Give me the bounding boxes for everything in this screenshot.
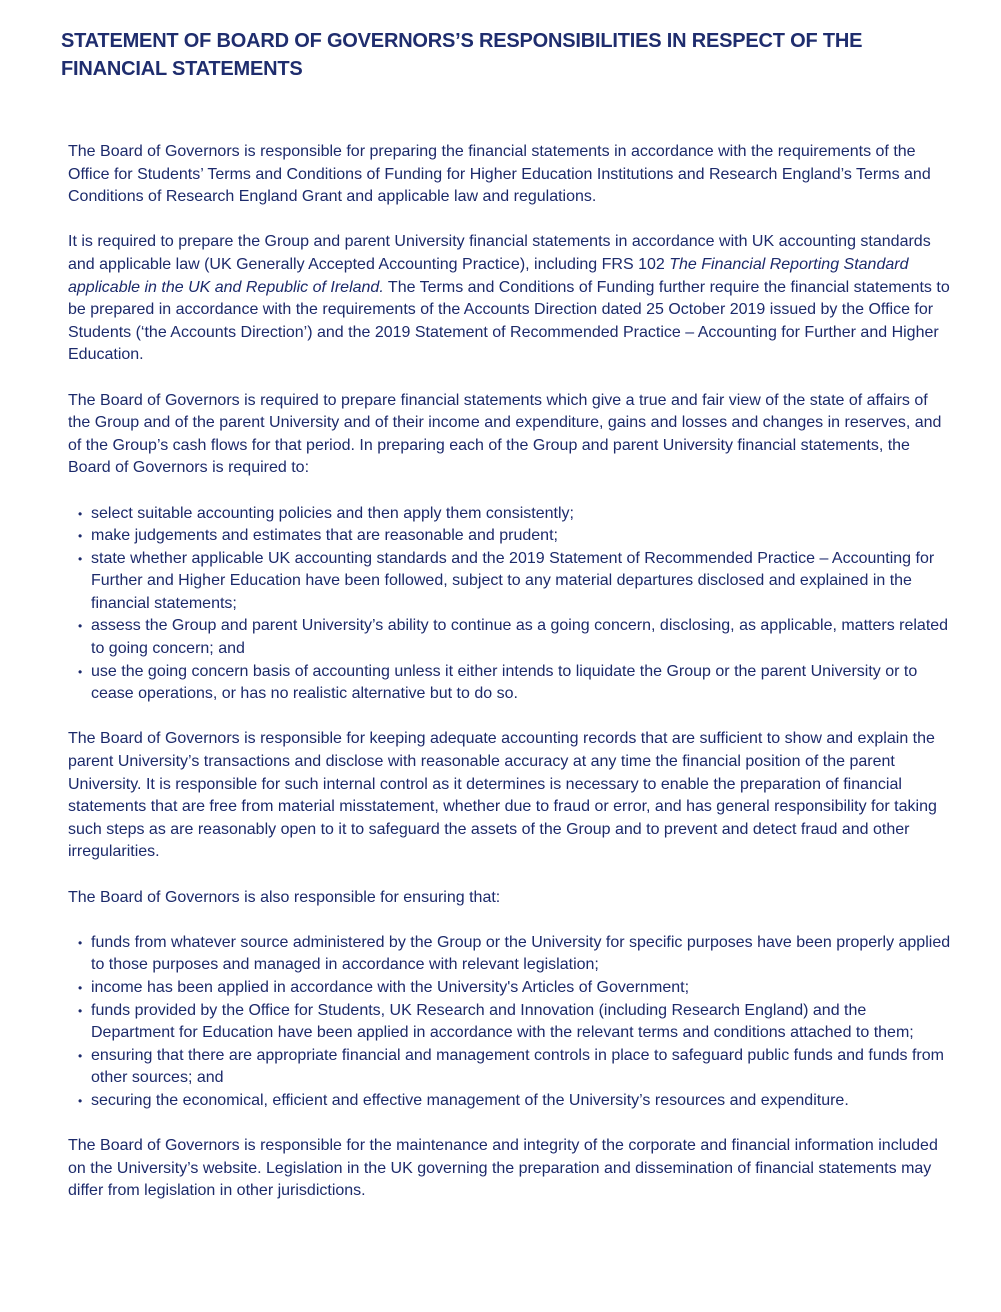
list-item-text: ensuring that there are appropriate financial and management controls in place to safeguard public funds and funds from other sources; and [91, 1046, 944, 1087]
bullet-icon: • [78, 664, 83, 679]
list-item [68, 661, 952, 706]
required-actions-list [68, 503, 952, 706]
paragraph-true-fair-view: The Board of Governors is required to prepare financial statements which give a true and fair view of the state of affairs of the Group and of the parent University and of their income and expenditure, gains and losses and changes in reserves, and of the Group’s cash flows for that period. In preparing each of the Group and parent University financial statements, the Board of Governors is required to: [68, 391, 942, 477]
bullet-icon: • [78, 529, 83, 544]
frs102-title: The Financial Reporting Standard applicable in the UK and Republic of Ireland. [68, 255, 909, 296]
paragraph-accounting-standards-text: It is required to prepare the Group and parent University financial statements in accordance with UK accounting standards and applicable law (UK Generally Accepted Accounting Practice), including FRS 102 [68, 233, 931, 273]
bullet-icon: • [78, 551, 83, 566]
paragraph-also-responsible: The Board of Governors is also responsible for ensuring that: [68, 888, 501, 906]
bullet-icon: • [78, 1003, 83, 1018]
paragraph-accounting-records: The Board of Governors is responsible for keeping adequate accounting records that are sufficient to show and explain the parent University’s transactions and disclose with reasonable accuracy at any time the financial position of the parent University. It is responsible for such internal control as it determines is necessary to enable the preparation of financial statements that are free from material misstatement, whether due to fraud or error, and has general responsibility for taking such steps as are reasonably open to it to safeguard the assets of the Group and to prevent and detect fraud and other irregularities. [68, 730, 937, 861]
list-item-text: funds provided by the Office for Students, UK Research and Innovation (including Research England) and the Department for Education have been applied in accordance with the relevant terms and conditions attached to them; [91, 1001, 914, 1042]
list-item-text: select suitable accounting policies and then apply them consistently; [91, 504, 574, 522]
document-body [68, 141, 952, 1226]
paragraph-accounting-standards [68, 231, 952, 367]
list-item [68, 1090, 952, 1113]
list-item [68, 503, 952, 526]
list-item-text: funds from whatever source administered by the Group or the University for specific purposes have been properly applied to those purposes and managed in accordance with relevant legislation; [91, 933, 951, 974]
paragraph-website-integrity: The Board of Governors is responsible for the maintenance and integrity of the corporate and financial information included on the University’s website. Legislation in the UK governing the preparation and dissemination of financial statements may differ from legislation in other jurisdictions. [68, 1137, 938, 1200]
list-item-text: assess the Group and parent University’s ability to continue as a going concern, disclosing, as applicable, matters related to going concern; and [91, 617, 949, 658]
list-item-text: use the going concern basis of accounting unless it either intends to liquidate the Group or the parent University or to cease operations, or has no realistic alternative but to do so. [91, 662, 918, 703]
bullet-icon: • [78, 1093, 83, 1108]
list-item-text: make judgements and estimates that are reasonable and prudent; [91, 527, 558, 545]
list-item [68, 548, 952, 616]
list-item [68, 932, 952, 977]
bullet-icon: • [78, 1048, 83, 1063]
page-title: STATEMENT OF BOARD OF GOVERNORS’S RESPONSIBILITIES IN RESPECT OF THE FINANCIAL STATEMENTS [61, 30, 863, 80]
list-item [68, 977, 952, 1000]
bullet-icon: • [78, 935, 83, 950]
list-item-text: state whether applicable UK accounting standards and the 2019 Statement of Recommended Practice – Accounting for Further and Higher Education have been followed, subject to any material departures disclosed and explained in the financial statements; [91, 549, 935, 612]
list-item [68, 525, 952, 548]
bullet-icon: • [78, 980, 83, 995]
bullet-icon: • [78, 619, 83, 634]
list-item [68, 1000, 952, 1045]
list-item-text: securing the economical, efficient and effective management of the University’s resources and expenditure. [91, 1091, 849, 1109]
bullet-icon: • [78, 506, 83, 521]
list-item [68, 615, 952, 660]
list-item [68, 1045, 952, 1090]
paragraph-responsibility-intro: The Board of Governors is responsible for preparing the financial statements in accordance with the requirements of the Office for Students’ Terms and Conditions of Funding for Higher Education Institutions and Research England’s Terms and Conditions of Research England Grant and applicable law and regulations. [68, 143, 931, 206]
list-item-text: income has been applied in accordance with the University's Articles of Government; [91, 978, 690, 996]
paragraph-accounting-standards-continued: The Terms and Conditions of Funding further require the financial statements to be prepared in accordance with the requirements of the Accounts Direction dated 25 October 2019 issued by the Office for Students (‘the Accounts Direction’) and the 2019 Statement of Recommended Practice – Accounting for Further and Higher Education. [68, 278, 950, 364]
ensuring-list [68, 932, 952, 1113]
